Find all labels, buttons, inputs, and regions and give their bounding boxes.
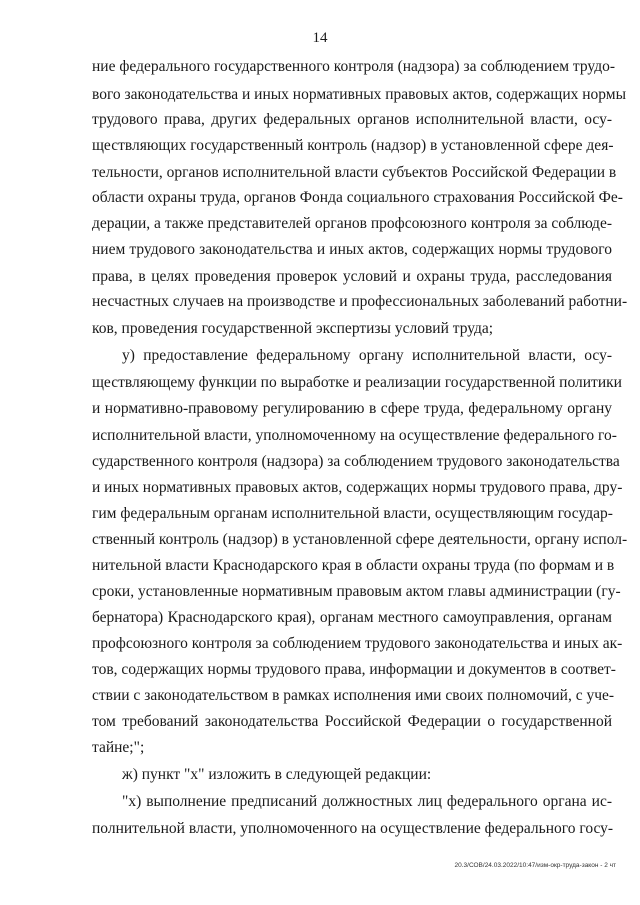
text-line: ществляющему функции по выработке и реализации государственной политики: [92, 374, 622, 391]
text-line: том требований законодательства Российской Федерации о государственной: [92, 713, 612, 730]
text-line: права, в целях проведения проверок условий и охраны труда, расследования: [92, 268, 612, 285]
text-line: исполнительной власти, уполномоченному на осуществление федерального го-: [92, 427, 617, 444]
text-line: тельности, органов исполнительной власти субъектов Российской Федерации в: [92, 164, 617, 181]
text-line: трудового права, других федеральных органов исполнительной власти, осу-: [92, 111, 612, 128]
page-number: 14: [312, 30, 328, 46]
text-line: ков, проведения государственной экспертизы условий труда;: [92, 320, 494, 337]
text-line: сроки, установленные нормативным правовым актом главы администрации (гу-: [92, 583, 621, 600]
text-line: тайне;";: [92, 739, 145, 756]
text-line: ществляющих государственный контроль (надзор) в установленной сфере дея-: [92, 137, 614, 154]
text-line: тов, содержащих нормы трудового права, информации и документов в соответ-: [92, 661, 616, 678]
text-line: ние федерального государственного контроля (надзора) за соблюдением трудо-: [92, 58, 615, 75]
text-line: ственный контроль (надзор) в установленной сфере деятельности, органу испол-: [92, 531, 628, 548]
text-line: и нормативно-правовому регулированию в сфере труда, федеральному органу: [92, 400, 612, 417]
document-footer-code: 20.3/СОВ/24.03.2022/10:47/изм-окр-труда-закон - 2 чт: [454, 862, 616, 869]
paragraph-first-line: у) предоставление федеральному органу исполнительной власти, осу-: [122, 347, 612, 364]
paragraph-first-line: ж) пункт "х" изложить в следующей редакции:: [122, 766, 432, 783]
text-line: дерации, а также представителей органов профсоюзного контроля за соблюде-: [92, 215, 612, 232]
text-line: бернатора) Краснодарского края), органам местного самоуправления, органам: [92, 609, 612, 626]
text-line: нительной власти Краснодарского края в области охраны труда (по формам и в: [92, 557, 615, 574]
text-line: сударственного контроля (надзора) за соблюдением трудового законодательства: [92, 453, 620, 470]
paragraph-first-line: "х) выполнение предписаний должностных лиц федерального органа ис-: [122, 793, 612, 810]
text-line: ствии с законодательством в рамках исполнения ими своих полномочий, с уче-: [92, 687, 615, 704]
text-line: гим федеральным органам исполнительной власти, осуществляющим государ-: [92, 505, 613, 522]
text-line: профсоюзного контроля за соблюдением трудового законодательства и иных ак-: [92, 635, 623, 652]
text-line: полнительной власти, уполномоченного на осуществление федерального госу-: [92, 820, 614, 837]
text-line: нием трудового законодательства и иных актов, содержащих нормы трудового: [92, 241, 612, 258]
text-line: области охраны труда, органов Фонда социального страхования Российской Фе-: [92, 189, 623, 206]
text-line: несчастных случаев на производстве и профессиональных заболеваний работни-: [92, 293, 628, 310]
text-line: вого законодательства и иных нормативных правовых актов, содержащих нормы: [92, 86, 627, 103]
text-line: и иных нормативных правовых актов, содержащих нормы трудового права, дру-: [92, 479, 623, 496]
